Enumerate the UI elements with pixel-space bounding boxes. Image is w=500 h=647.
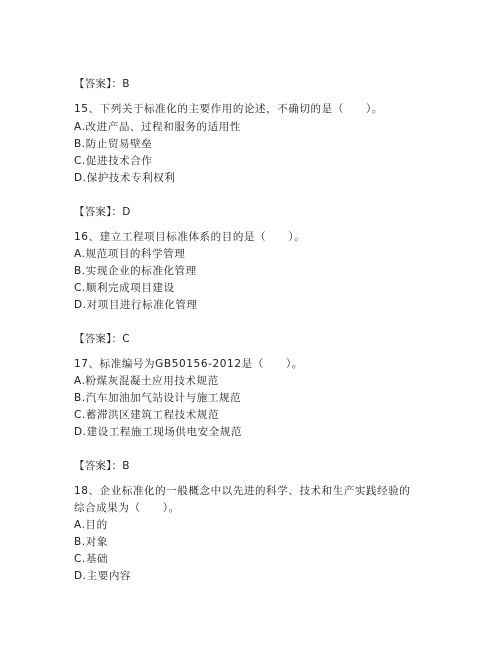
question-text-line-2: 综合成果为（ ）。 <box>74 502 180 514</box>
option-c: C.蓄滞洪区建筑工程技术规范 <box>74 409 220 421</box>
option-c: C.基础 <box>74 553 109 565</box>
option-b: B.对象 <box>74 536 108 548</box>
option-a: A.规范项目的科学管理 <box>74 248 186 260</box>
question-text: 17、标准编号为GB50156-2012是（ ）。 <box>74 358 303 370</box>
option-b: B.汽车加油加气站设计与施工规范 <box>74 392 242 404</box>
option-a: A.粉煤灰混凝土应用技术规范 <box>74 375 219 387</box>
question-text: 15、下列关于标准化的主要作用的论述，不确切的是（ ）。 <box>74 103 384 115</box>
option-a: A.改进产品、过程和服务的适用性 <box>74 121 241 133</box>
answer-label: 【答案】：C <box>74 333 130 345</box>
option-b: B.防止贸易壁垒 <box>74 138 153 150</box>
option-d: D.主要内容 <box>74 570 132 582</box>
option-d: D.建设工程施工现场供电安全规范 <box>74 426 243 438</box>
answer-label: 【答案】：B <box>74 460 130 472</box>
option-b: B.实现企业的标准化管理 <box>74 265 197 277</box>
question-text: 16、建立工程项目标准体系的目的是（ ）。 <box>74 231 306 243</box>
option-a: A.目的 <box>74 519 108 531</box>
question-text-line-1: 18、企业标准化的一般概念中以先进的科学、技术和生产实践经验的 <box>74 485 411 497</box>
answer-label: 【答案】：D <box>74 206 131 218</box>
option-c: C.顺利完成项目建设 <box>74 282 175 294</box>
option-c: C.促进技术合作 <box>74 155 153 167</box>
answer-label: 【答案】：B <box>74 78 130 90</box>
option-d: D.保护技术专利权利 <box>74 172 176 184</box>
option-d: D.对项目进行标准化管理 <box>74 299 198 311</box>
